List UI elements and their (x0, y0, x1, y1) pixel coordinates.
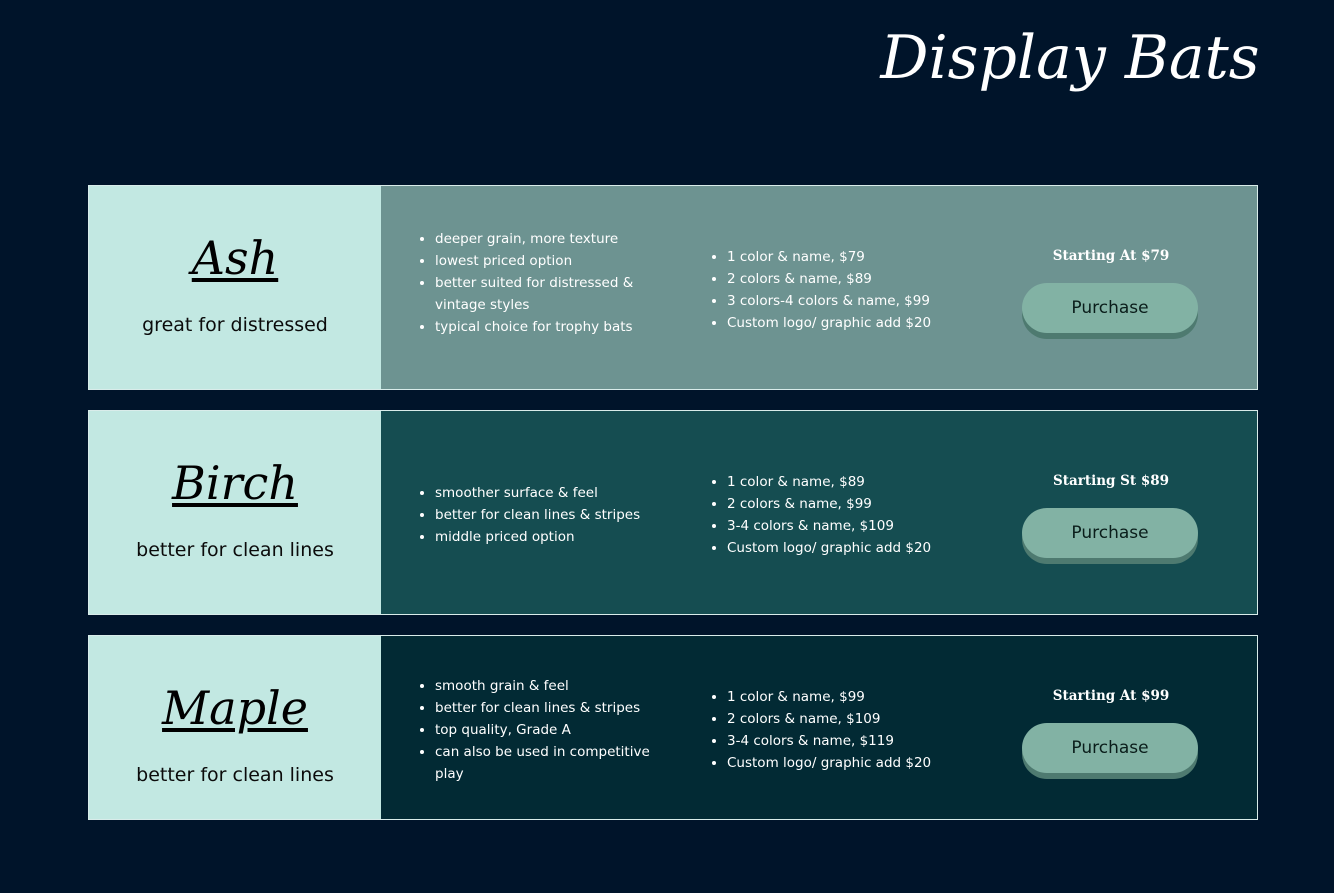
price-item: • 1 color & name, $89 (727, 471, 987, 493)
pricing-list (709, 686, 987, 774)
name-panel (89, 636, 381, 819)
pricing-list (709, 246, 987, 334)
page-title: Display Bats (880, 23, 1260, 93)
starting-price: Starting At $79 (1052, 248, 1170, 264)
price-item: • Custom logo/ graphic add $20 (727, 312, 987, 334)
wood-tagline: great for distressed (142, 314, 328, 336)
product-card-birch (88, 410, 1258, 615)
price-item: • 2 colors & name, $89 (727, 268, 987, 290)
purchase-button-ash[interactable]: Purchase (1022, 283, 1198, 333)
wood-tagline: better for clean lines (136, 539, 334, 561)
feature-item: • deeper grain, more texture (435, 228, 657, 250)
name-panel (89, 186, 381, 389)
feature-item: • smooth grain & feel (435, 675, 657, 697)
price-item: • Custom logo/ graphic add $20 (727, 537, 987, 559)
feature-item: • lowest priced option (435, 250, 657, 272)
price-item: • 2 colors & name, $99 (727, 493, 987, 515)
price-item: • 2 colors & name, $109 (727, 708, 987, 730)
price-item: • Custom logo/ graphic add $20 (727, 752, 987, 774)
purchase-button-birch[interactable]: Purchase (1022, 508, 1198, 558)
price-item: • 3-4 colors & name, $109 (727, 515, 987, 537)
feature-item: • middle priced option (435, 526, 657, 548)
price-item: • 3-4 colors & name, $119 (727, 730, 987, 752)
purchase-button-maple[interactable]: Purchase (1022, 723, 1198, 773)
wood-tagline: better for clean lines (136, 764, 334, 786)
price-item: • 1 color & name, $99 (727, 686, 987, 708)
wood-name: Ash (191, 231, 279, 285)
pricing-list (709, 471, 987, 559)
product-card-ash (88, 185, 1258, 390)
feature-list (417, 482, 657, 548)
feature-item: • better for clean lines & stripes (435, 504, 657, 526)
price-item: • 1 color & name, $79 (727, 246, 987, 268)
feature-item: • can also be used in competitive play (435, 741, 657, 785)
detail-panel (381, 411, 1257, 614)
feature-item: • better suited for distressed & vintage styles (435, 272, 657, 316)
price-item: • 3 colors-4 colors & name, $99 (727, 290, 987, 312)
product-list (88, 185, 1258, 840)
name-panel (89, 411, 381, 614)
starting-price: Starting At $99 (1052, 688, 1170, 704)
feature-item: • better for clean lines & stripes (435, 697, 657, 719)
feature-item: • smoother surface & feel (435, 482, 657, 504)
feature-item: • typical choice for trophy bats (435, 316, 657, 338)
detail-panel (381, 186, 1257, 389)
wood-name: Birch (172, 456, 298, 510)
wood-name: Maple (162, 681, 308, 735)
starting-price: Starting St $89 (1052, 473, 1170, 489)
feature-list (417, 675, 657, 785)
feature-item: • top quality, Grade A (435, 719, 657, 741)
detail-panel (381, 636, 1257, 819)
product-card-maple (88, 635, 1258, 820)
feature-list (417, 228, 657, 338)
